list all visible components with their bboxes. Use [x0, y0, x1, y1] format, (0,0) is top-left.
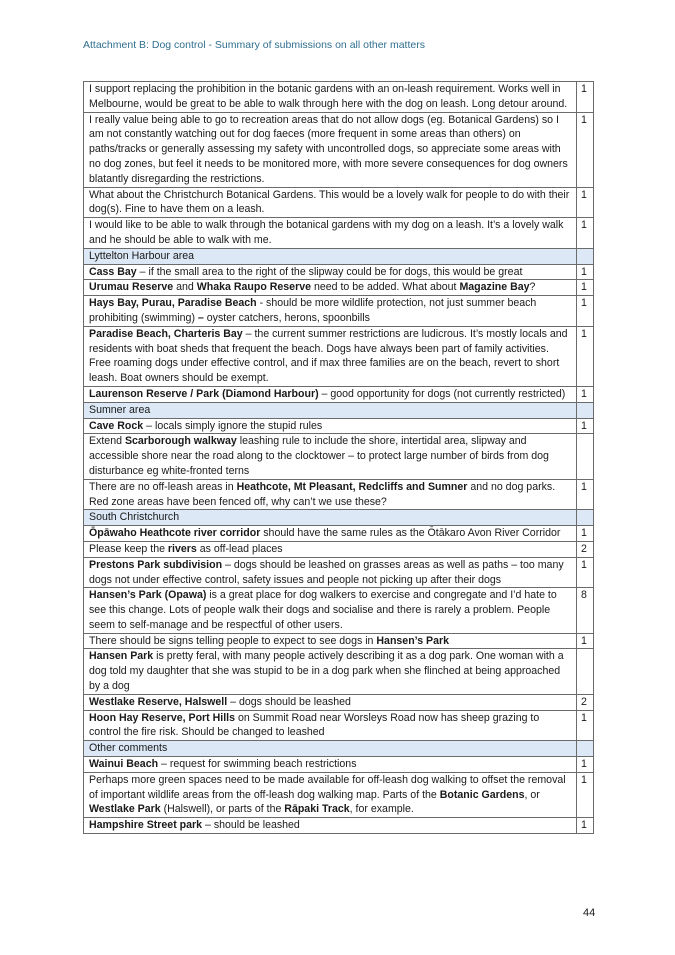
- table-row: [84, 818, 594, 834]
- submission-text: [84, 633, 577, 649]
- table-row: [84, 710, 594, 741]
- submission-text: [84, 82, 577, 113]
- place-name: Laurenson Reserve / Park (Diamond Harbour): [89, 387, 319, 400]
- section-row: [84, 510, 594, 526]
- submission-text: [84, 326, 577, 386]
- submission-text: [84, 280, 577, 296]
- table-row: [84, 386, 594, 402]
- section-label: Other comments: [84, 741, 577, 757]
- submission-count: 1: [577, 557, 594, 588]
- submission-count: 1: [577, 526, 594, 542]
- submission-text: [84, 649, 577, 694]
- place-name: Cass Bay: [89, 265, 137, 278]
- table-row: [84, 280, 594, 296]
- submission-count: 1: [577, 218, 594, 249]
- text-segment: oyster catchers, herons, spoonbills: [203, 311, 370, 324]
- submission-count: 1: [577, 818, 594, 834]
- text-segment: – the current summer restrictions are ludicrous. It’s mostly locals and residents with boat sheds that frequent the beach. Dogs have always been part of family activities. Free roaming dogs under effective control, and if max three families are on the beach, revert to short leash. Boat owners should be exempt.: [89, 327, 568, 385]
- submission-count: [577, 434, 594, 479]
- text-segment: leashing rule to include the shore, intertidal area, slipway and accessible shore near the road along to the clocktower – to protect large number of birds from dog disturbance eg white-fronted terns: [89, 435, 549, 477]
- table-row: [84, 757, 594, 773]
- page-number: 44: [583, 907, 596, 919]
- place-name: Wainui Beach: [89, 758, 159, 771]
- submission-count: 1: [577, 418, 594, 434]
- submission-text: [84, 772, 577, 817]
- submission-text: [84, 187, 577, 218]
- submission-text: [84, 557, 577, 588]
- submission-text: [84, 526, 577, 542]
- place-name: Ōpāwaho Heathcote river corridor: [89, 527, 261, 540]
- submission-text: [84, 296, 577, 327]
- table-row: [84, 772, 594, 817]
- submission-count: 1: [577, 772, 594, 817]
- section-count-cell: [577, 510, 594, 526]
- text-segment: Extend: [89, 435, 125, 448]
- submission-text: [84, 818, 577, 834]
- text-segment: should have the same rules as the Ōtākaro Avon River Corridor: [260, 527, 561, 540]
- place-name: Hoon Hay Reserve, Port Hills: [89, 711, 236, 724]
- text-segment: and: [173, 281, 197, 294]
- text-segment: , for example.: [349, 803, 414, 816]
- place-name: Scarborough walkway: [124, 435, 237, 448]
- submission-text: [84, 434, 577, 479]
- text-segment: need to be added. What about: [311, 281, 460, 294]
- place-name: Heathcote, Mt Pleasant, Redcliffs and Sumner: [236, 480, 468, 493]
- submission-count: [577, 649, 594, 694]
- submission-count: 1: [577, 112, 594, 187]
- submission-text: [84, 264, 577, 280]
- submission-text: [84, 479, 577, 510]
- table-row: [84, 112, 594, 187]
- submission-count: 2: [577, 541, 594, 557]
- submission-count: 1: [577, 296, 594, 327]
- table-row: [84, 264, 594, 280]
- table-row: [84, 418, 594, 434]
- table-row: [84, 434, 594, 479]
- place-name: –: [197, 311, 204, 324]
- place-name: rivers: [167, 542, 197, 555]
- table-row: [84, 326, 594, 386]
- table-row: [84, 296, 594, 327]
- submission-text: [84, 418, 577, 434]
- text-segment: on Summit Road near Worsleys Road now has sheep grazing to control the fire risk. Should be changed to leashed: [89, 711, 540, 739]
- submission-text: [84, 218, 577, 249]
- text-segment: I support replacing the prohibition in the botanic gardens with an on-leash requirement. Works well in Melbourne, would be great to be able to walk through here with the dog on leash. Long detour around.: [89, 83, 568, 110]
- text-segment: What about the Christchurch Botanical Gardens. This would be a lovely walk for people to do with their dog(s). Fine to have them on a leash.: [89, 188, 570, 216]
- submission-text: [84, 386, 577, 402]
- text-segment: – dogs should be leashed: [227, 695, 351, 708]
- submission-text: [84, 112, 577, 187]
- submission-count: 1: [577, 264, 594, 280]
- submission-count: 2: [577, 694, 594, 710]
- text-segment: , or: [524, 788, 540, 801]
- place-name: Prestons Park subdivision: [89, 558, 223, 571]
- table-row: [84, 218, 594, 249]
- submission-count: 1: [577, 280, 594, 296]
- submission-count: 8: [577, 588, 594, 633]
- text-segment: is pretty feral, with many people actively describing it as a dog park. One woman with a dog told my daughter that she was stupid to be in a dog park when she flinched at being approached by a dog: [89, 650, 564, 693]
- place-name: Cave Rock: [89, 419, 144, 432]
- submission-count: 1: [577, 82, 594, 113]
- text-segment: ?: [529, 281, 536, 294]
- table-row: [84, 633, 594, 649]
- text-segment: – good opportunity for dogs (not currently restricted): [318, 387, 566, 400]
- table-row: [84, 588, 594, 633]
- place-name: Hansen Park: [89, 650, 154, 663]
- submission-count: 1: [577, 187, 594, 218]
- submission-text: [84, 710, 577, 741]
- place-name: Urumau Reserve: [89, 281, 174, 294]
- submissions-table: [83, 81, 594, 834]
- place-name: Westlake Park: [89, 803, 161, 816]
- place-name: Hays Bay, Purau, Paradise Beach: [89, 297, 257, 310]
- text-segment: as off-lead places: [196, 542, 283, 555]
- text-segment: I really value being able to go to recreation areas that do not allow dogs (eg. Botanical Gardens) so I am not constantly watching out for dog faeces (more frequent in some areas than others) on paths/tracks or generally assessing my safety with uncontrolled dogs, so appreciate some areas with no dog zones, but feel it needs to be monitored more, with more severe consequences for dog owners blatantly disregarding the restrictions.: [89, 113, 568, 185]
- section-count-cell: [577, 248, 594, 264]
- submission-count: 1: [577, 633, 594, 649]
- place-name: Hampshire Street park: [89, 819, 203, 832]
- submission-text: [84, 757, 577, 773]
- text-segment: and no dog parks. Red zone areas have been fenced off, why can’t we use these?: [89, 480, 556, 508]
- page-header: Attachment B: Dog control - Summary of submissions on all other matters: [83, 39, 425, 51]
- place-name: Magazine Bay: [459, 281, 530, 294]
- text-segment: There should be signs telling people to expect to see dogs in: [89, 634, 377, 647]
- place-name: Botanic Gardens: [439, 788, 525, 801]
- submission-text: [84, 694, 577, 710]
- submission-count: 1: [577, 757, 594, 773]
- text-segment: – locals simply ignore the stupid rules: [143, 419, 323, 432]
- place-name: Hansen’s Park (Opawa): [89, 589, 207, 602]
- table-row: [84, 479, 594, 510]
- text-segment: is a great place for dog walkers to exercise and congregate and I’d hate to see this change. Lots of people walk their dogs and socialise and there is rarely a problem. People seem to self-manage and be respectful of other users.: [89, 589, 557, 631]
- section-count-cell: [577, 741, 594, 757]
- section-row: [84, 248, 594, 264]
- place-name: Hansen’s Park: [376, 634, 450, 647]
- section-row: [84, 741, 594, 757]
- submission-count: 1: [577, 710, 594, 741]
- text-segment: There are no off-leash areas in: [89, 480, 237, 493]
- text-segment: – if the small area to the right of the slipway could be for dogs, this would be great: [136, 265, 523, 278]
- place-name: Whaka Raupo Reserve: [196, 281, 311, 294]
- section-row: [84, 402, 594, 418]
- section-label: South Christchurch: [84, 510, 577, 526]
- text-segment: – request for swimming beach restrictions: [158, 758, 357, 771]
- table-row: [84, 557, 594, 588]
- submission-text: [84, 541, 577, 557]
- table-row: [84, 526, 594, 542]
- text-segment: Please keep the: [89, 542, 168, 555]
- table-row: [84, 187, 594, 218]
- submission-count: 1: [577, 386, 594, 402]
- section-count-cell: [577, 402, 594, 418]
- place-name: Westlake Reserve, Halswell: [89, 695, 228, 708]
- submission-text: [84, 588, 577, 633]
- place-name: Paradise Beach, Charteris Bay: [89, 327, 243, 340]
- text-segment: (Halswell), or parts of the: [160, 803, 285, 816]
- text-segment: I would like to be able to walk through the botanical gardens with my dog on a leash. It’s a lovely walk and he should be able to walk with me.: [89, 219, 564, 246]
- submissions-table-body: [84, 82, 594, 834]
- table-row: [84, 82, 594, 113]
- table-row: [84, 694, 594, 710]
- table-row: [84, 541, 594, 557]
- place-name: Rāpaki Track: [284, 803, 350, 816]
- text-segment: - should be more wildlife protection, not just summer beach prohibiting (swimming): [89, 297, 537, 324]
- text-segment: – dogs should be leashed on grasses areas as well as paths – too many dogs not under effective control, safety issues and people not picking up after their dogs: [89, 558, 564, 586]
- section-label: Lyttelton Harbour area: [84, 248, 577, 264]
- submission-count: 1: [577, 479, 594, 510]
- text-segment: – should be leashed: [202, 819, 300, 832]
- table-row: [84, 649, 594, 694]
- section-label: Sumner area: [84, 402, 577, 418]
- text-segment: Perhaps more green spaces need to be made available for off-leash dog walking to offset the removal of important wildlife areas from the off-leash dog walking map. Parts of the: [89, 773, 566, 801]
- submission-count: 1: [577, 326, 594, 386]
